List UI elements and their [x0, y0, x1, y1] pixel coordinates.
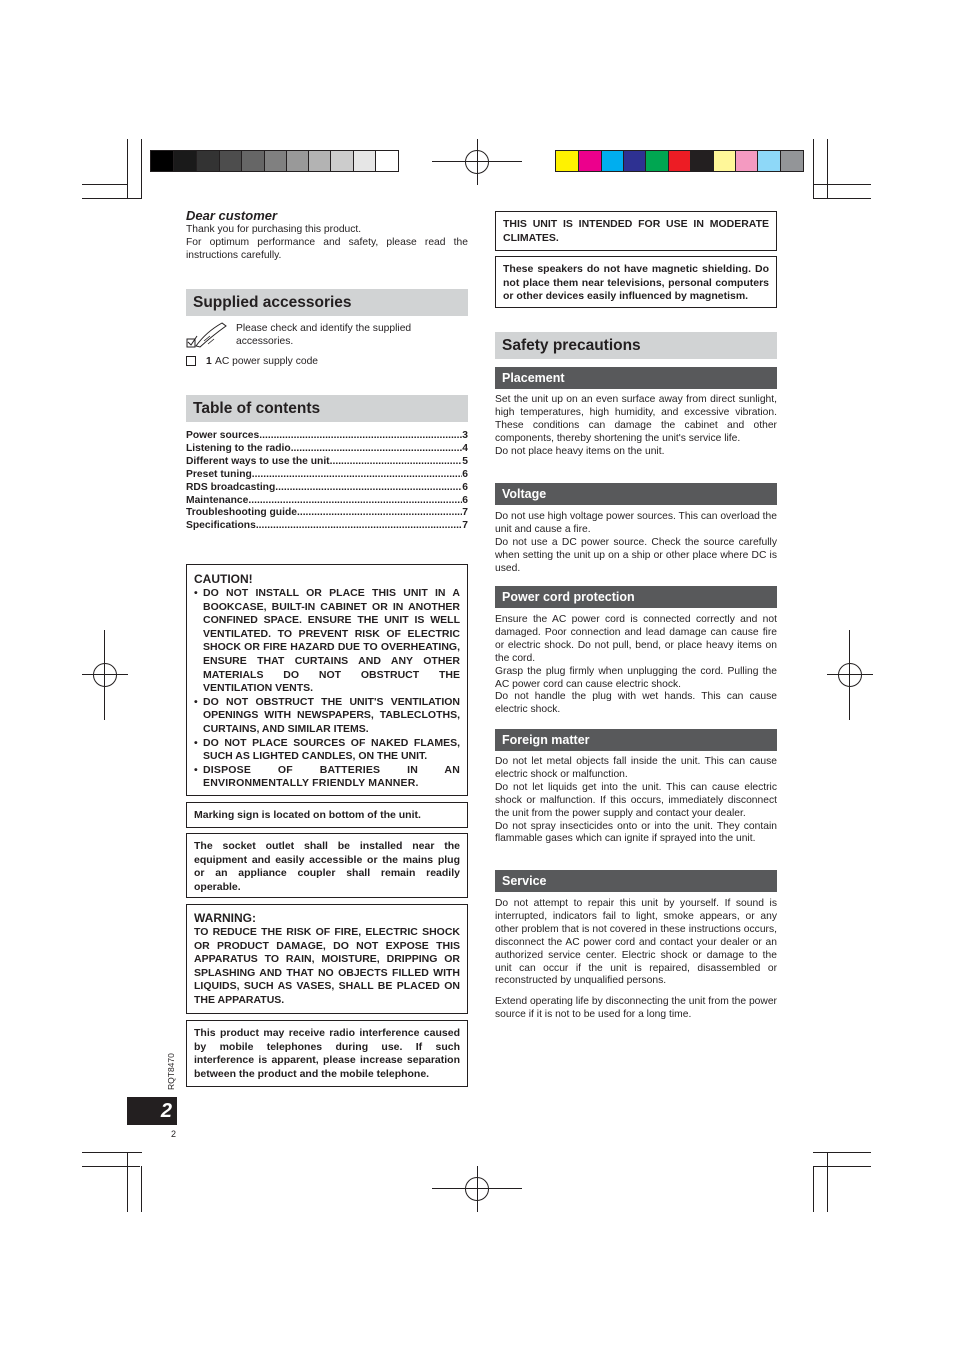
foreign-matter-body: Do not let metal objects fall inside the unit. This can cause electric shock or malfunction. Do not let liquids get into the unit. This can cause electric shock or malfunction. If this occurs, immediately disconnect the unit from the power supply and contact your dealer. Do not spray insecticides onto or into the unit. They contain flammable gases which can ignite if sprayed into the unit.: [495, 756, 777, 845]
gray-swatch: [353, 150, 377, 172]
socket-outlet-box: [186, 833, 468, 898]
toc-entry[interactable]: Listening to the radio ..... 4: [186, 443, 468, 456]
caution-item: • DO NOT INSTALL OR PLACE THIS UNIT IN A BOOKCASE, BUILT-IN CABINET OR IN ANOTHER CONFINED SPACE. ENSURE THE UNIT IS WELL VENTILATED. TO PREVENT RISK OF ELECTRIC SHOCK OR FIRE HAZARD DUE TO OVERHEATING, ENSURE THAT CURTAINS AND ANY OTHER MATERIALS DO NOT OBSTRUCT THE VENTILATION VENTS.: [194, 587, 460, 696]
interference-box: [186, 1020, 468, 1087]
page-number-badge: 2: [127, 1097, 177, 1125]
moderate-climates-text: THIS UNIT IS INTENDED FOR USE IN MODERATE CLIMATES.: [503, 218, 769, 244]
warning-text: TO REDUCE THE RISK OF FIRE, ELECTRIC SHOCK OR PRODUCT DAMAGE, DO NOT EXPOSE THIS APPARATUS TO RAIN, MOISTURE, DRIPPING OR SPLASHING AND THAT NO OBJECTS FILLED WITH LIQUIDS, SUCH AS VASES, SHALL BE PLACED ON THE APPARATUS.: [194, 926, 460, 1006]
intro-thanks: Thank you for purchasing this product.: [186, 224, 362, 235]
intro-instructions: For optimum performance and safety, please read the instructions carefully.: [186, 236, 468, 261]
caution-item: • DO NOT OBSTRUCT THE UNIT'S VENTILATION OPENINGS WITH NEWSPAPERS, TABLECLOTHS, CURTAINS, AND SIMILAR ITEMS.: [194, 696, 460, 737]
voltage-heading: Voltage: [495, 483, 777, 505]
model-code: RQT8470: [166, 1053, 176, 1090]
marking-sign-box: [186, 802, 468, 828]
supplied-item-qty: 1: [206, 356, 212, 367]
color-swatch: [555, 150, 579, 172]
service-heading: Service: [495, 870, 777, 892]
toc-entry[interactable]: Maintenance ..... 6: [186, 495, 468, 508]
placement-body: Set the unit up on an even surface away from direct sunlight, high temperatures, high humidity, and excessive vibration. These conditions can damage the cabinet and other components, thereby shortening the unit's service life. Do not place heavy items on the unit.: [495, 394, 777, 457]
toc-entry[interactable]: Power sources ..... 3: [186, 430, 468, 443]
warning-box: [186, 904, 468, 1014]
supplied-item-label: AC power supply code: [215, 356, 319, 367]
supplied-note: Please check and identify the supplied accessories.: [236, 323, 412, 347]
color-swatch: [690, 150, 714, 172]
speakers-box: [495, 256, 777, 308]
color-swatch: [601, 150, 625, 172]
color-swatch: [578, 150, 602, 172]
gray-swatch: [375, 150, 399, 172]
toc-list: [186, 430, 468, 533]
page-number-small: 2: [171, 1129, 177, 1139]
toc-entry[interactable]: Specifications ..... 7: [186, 520, 468, 533]
gray-swatch: [286, 150, 310, 172]
caution-item: • DISPOSE OF BATTERIES IN AN ENVIRONMENTALLY FRIENDLY MANNER.: [194, 764, 460, 791]
moderate-climates-box: [495, 211, 777, 251]
speakers-text: These speakers do not have magnetic shielding. Do not place them near televisions, personal computers or other devices easily influenced by magnetism.: [503, 263, 769, 303]
intro-section: [186, 208, 468, 263]
supplied-check-icon: [186, 320, 228, 350]
toc-entry[interactable]: Troubleshooting guide ..... 7: [186, 507, 468, 520]
toc-entry[interactable]: Preset tuning ..... 6: [186, 469, 468, 482]
toc-entry[interactable]: Different ways to use the unit ..... 5: [186, 456, 468, 469]
gray-swatch: [330, 150, 354, 172]
supplied-checkbox[interactable]: [186, 356, 196, 366]
power-cord-protection-heading: Power cord protection: [495, 586, 777, 608]
color-swatch: [735, 150, 759, 172]
service-body: Do not attempt to repair this unit by yourself. If sound is interrupted, indicators fail to light, smoke appears, or any other problem that is not covered in these instructions occurs, disconnect the AC power cord and contact your dealer or an authorized service center. Electric shock or damage to the unit can occur if the unit is repaired, disassembled or reconstructed by unqualified persons. Extend operating life by disconnecting the unit from the power source if it is not to be used for a long time.: [495, 898, 777, 1021]
toc-entry[interactable]: RDS broadcasting ..... 6: [186, 482, 468, 495]
caution-list: [194, 587, 460, 791]
table-of-contents-heading: Table of contents: [186, 395, 468, 422]
voltage-body: Do not use high voltage power sources. This can overload the unit and cause a fire. Do not use a DC power source. Check the source carefully when setting the unit up on a ship or other place where DC is used.: [495, 511, 777, 574]
color-swatch: [757, 150, 781, 172]
gray-swatch: [264, 150, 288, 172]
supplied-item: [186, 355, 468, 369]
placement-heading: Placement: [495, 367, 777, 389]
color-swatch: [645, 150, 669, 172]
color-swatch: [713, 150, 737, 172]
gray-swatch: [173, 150, 197, 172]
intro-title: Dear customer: [186, 208, 278, 223]
interference-text: This product may receive radio interference caused by mobile telephones during use. If such interference is apparent, please increase separation between the product and the mobile telephone.: [194, 1027, 460, 1080]
color-swatch: [623, 150, 647, 172]
caution-item: • DO NOT PLACE SOURCES OF NAKED FLAMES, SUCH AS LIGHTED CANDLES, ON THE UNIT.: [194, 737, 460, 764]
foreign-matter-heading: Foreign matter: [495, 729, 777, 751]
caution-title: CAUTION!: [194, 572, 253, 586]
color-swatch: [780, 150, 804, 172]
caution-box: [186, 564, 468, 796]
power-cord-body: Ensure the AC power cord is connected correctly and not damaged. Poor connection and lead damage can cause fire or electric shock. Do not pull, bend, or place heavy items on the cord. Grasp the plug firmly when unplugging the cord. Pulling the AC power cord can cause electric shock. Do not handle the plug with wet hands. This can cause electric shock.: [495, 614, 777, 716]
warning-title: WARNING:: [194, 911, 256, 925]
gray-swatch: [219, 150, 243, 172]
gray-swatch: [241, 150, 265, 172]
marking-sign-text: Marking sign is located on bottom of the unit.: [194, 809, 421, 821]
safety-precautions-heading: Safety precautions: [495, 332, 777, 359]
gray-swatch: [150, 150, 174, 172]
socket-outlet-text: The socket outlet shall be installed near the equipment and easily accessible or the mains plug or an appliance coupler shall remain readily operable.: [194, 840, 460, 893]
color-swatch: [668, 150, 692, 172]
gray-swatch: [308, 150, 332, 172]
gray-swatch: [196, 150, 220, 172]
supplied-accessories-heading: Supplied accessories: [186, 289, 468, 316]
